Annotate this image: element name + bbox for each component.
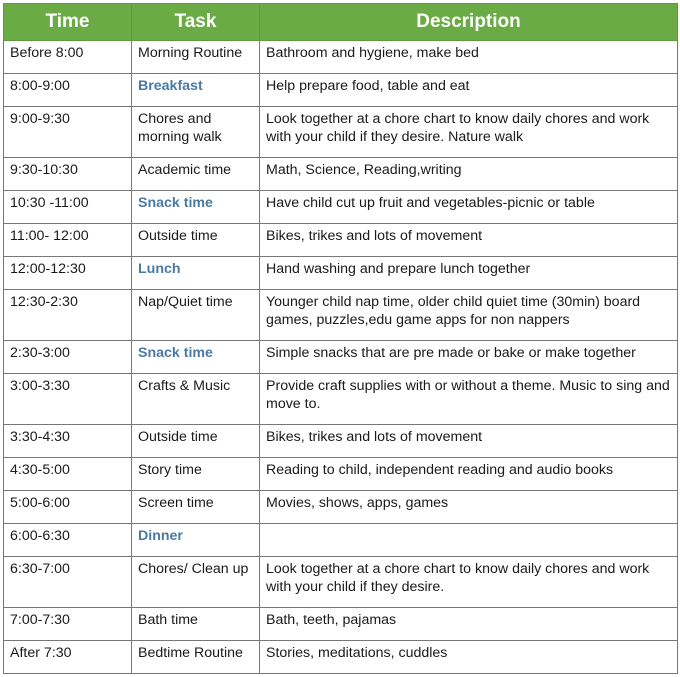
task-cell: Breakfast [132,74,260,107]
description-cell: Reading to child, independent reading and audio books [260,458,678,491]
description-cell: Movies, shows, apps, games [260,491,678,524]
table-row [4,74,678,107]
description-cell: Provide craft supplies with or without a theme. Music to sing and move to. [260,374,678,425]
task-cell: Snack time [132,191,260,224]
description-cell: Bath, teeth, pajamas [260,608,678,641]
table-row [4,524,678,557]
table-row [4,641,678,674]
time-cell: 8:00-9:00 [4,74,132,107]
time-cell: 9:30-10:30 [4,158,132,191]
description-cell: Math, Science, Reading,writing [260,158,678,191]
time-cell: 6:00-6:30 [4,524,132,557]
time-cell: 6:30-7:00 [4,557,132,608]
description-cell: Stories, meditations, cuddles [260,641,678,674]
table-row [4,458,678,491]
description-cell [260,524,678,557]
time-cell: 12:00-12:30 [4,257,132,290]
time-cell: 3:30-4:30 [4,425,132,458]
task-cell: Screen time [132,491,260,524]
time-cell: 7:00-7:30 [4,608,132,641]
task-cell: Bedtime Routine [132,641,260,674]
time-cell: 4:30-5:00 [4,458,132,491]
description-cell: Bikes, trikes and lots of movement [260,425,678,458]
description-cell: Bathroom and hygiene, make bed [260,41,678,74]
description-cell: Have child cut up fruit and vegetables-picnic or table [260,191,678,224]
task-cell: Bath time [132,608,260,641]
table-row [4,290,678,341]
description-cell: Younger child nap time, older child quiet time (30min) board games, puzzles,edu game apps for non nappers [260,290,678,341]
task-cell: Story time [132,458,260,491]
table-row [4,608,678,641]
table-row [4,158,678,191]
description-header: Description [260,4,678,41]
header-row [4,4,678,41]
description-cell: Bikes, trikes and lots of movement [260,224,678,257]
table-row [4,557,678,608]
time-cell: 10:30 -11:00 [4,191,132,224]
table-row [4,491,678,524]
table-row [4,191,678,224]
time-cell: After 7:30 [4,641,132,674]
table-row [4,425,678,458]
description-cell: Look together at a chore chart to know daily chores and work with your child if they desire. Nature walk [260,107,678,158]
table-row [4,341,678,374]
task-cell: Chores/ Clean up [132,557,260,608]
description-cell: Hand washing and prepare lunch together [260,257,678,290]
time-header: Time [4,4,132,41]
task-cell: Snack time [132,341,260,374]
time-cell: 12:30-2:30 [4,290,132,341]
table-row [4,224,678,257]
time-cell: 3:00-3:30 [4,374,132,425]
description-cell: Simple snacks that are pre made or bake or make together [260,341,678,374]
task-cell: Outside time [132,425,260,458]
table-row [4,374,678,425]
task-cell: Morning Routine [132,41,260,74]
table-row [4,107,678,158]
task-header: Task [132,4,260,41]
time-cell: 5:00-6:00 [4,491,132,524]
task-cell: Crafts & Music [132,374,260,425]
task-cell: Academic time [132,158,260,191]
table-row [4,41,678,74]
time-cell: 11:00- 12:00 [4,224,132,257]
time-cell: Before 8:00 [4,41,132,74]
task-cell: Lunch [132,257,260,290]
table-row [4,257,678,290]
task-cell: Dinner [132,524,260,557]
description-cell: Look together at a chore chart to know daily chores and work with your child if they desire. [260,557,678,608]
time-cell: 2:30-3:00 [4,341,132,374]
task-cell: Chores and morning walk [132,107,260,158]
time-cell: 9:00-9:30 [4,107,132,158]
task-cell: Outside time [132,224,260,257]
description-cell: Help prepare food, table and eat [260,74,678,107]
task-cell: Nap/Quiet time [132,290,260,341]
schedule-table [3,3,678,674]
